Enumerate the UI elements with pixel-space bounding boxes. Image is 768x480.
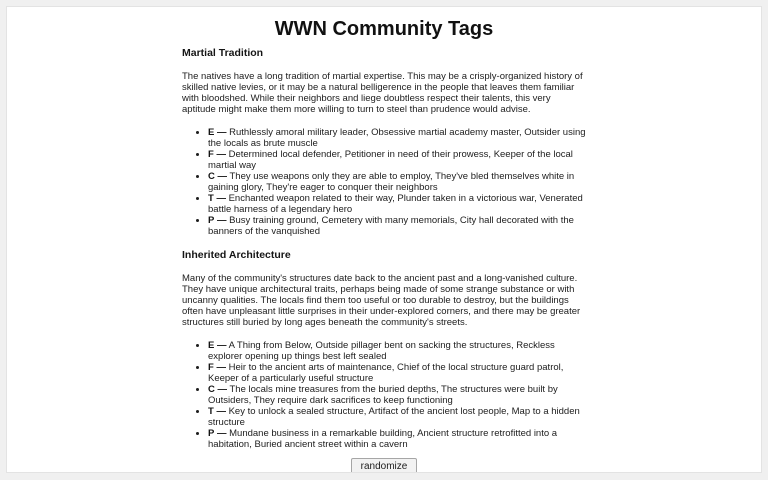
tag-text: Enchanted weapon related to their way, Plunder taken in a victorious war, Venerated battle harness of a legendary hero [208, 193, 583, 215]
tag-list-item [208, 127, 586, 149]
tag-text: Heir to the ancient arts of maintenance, Chief of the local structure guard patrol, Keeper of a particularly useful structure [208, 362, 564, 384]
tag-list-item [208, 193, 586, 215]
section-description: The natives have a long tradition of martial expertise. This may be a crisply-organized history of skilled native levies, or it may be a natural belligerence in the people that leaves them familiar with bloodshed. While their neighbors and liege doubtless respect their talents, this very aptitude might make them more willing to turn to steel than prudence would advise. [182, 71, 583, 115]
tag-separator: — [216, 362, 226, 373]
tag-separator: — [216, 340, 227, 351]
tag-key: E [208, 340, 215, 351]
tag-text: Determined local defender, Petitioner in need of their prowess, Keeper of the local martial way [208, 149, 573, 171]
tag-list-item [208, 171, 586, 193]
tag-separator: — [216, 428, 227, 439]
tag-key: E [208, 127, 215, 138]
page-content [182, 18, 586, 473]
tag-text: Mundane business in a remarkable building, Ancient structure retrofitted into a habitation, Buried ancient street within a cavern [208, 428, 558, 450]
section-heading: Inherited Architecture [182, 249, 291, 261]
tag-separator: — [216, 127, 227, 138]
tag-text: A Thing from Below, Outside pillager bent on sacking the structures, Reckless explorer opening up things best left sealed [208, 340, 555, 362]
section-description: Many of the community's structures date back to the ancient past and a long-vanished culture. They have unique architectural traits, perhaps being made of some strange substance or with uncanny qualities. The locals find them too useful or too durable to destroy, but the buildings often have unpleasant little surprises in their under-explored corners, and there may be greater structures still buried by long ages beneath the community's streets. [182, 273, 581, 328]
tag-separator: — [216, 193, 226, 204]
tag-separator: — [216, 406, 226, 417]
tag-list-item [208, 384, 586, 406]
randomize-button[interactable]: randomize [351, 458, 418, 473]
page-title: WWN Community Tags [274, 18, 494, 40]
tag-key: F [208, 149, 214, 160]
tag-list-item [208, 428, 586, 450]
tag-list [182, 340, 586, 450]
section-martial-tradition [182, 48, 586, 237]
tag-list-item [208, 149, 586, 171]
tag-text: Key to unlock a sealed structure, Artifact of the ancient lost people, Map to a hidden structure [208, 406, 580, 428]
tag-text: Busy training ground, Cemetery with many memorials, City hall decorated with the banners of the vanquished [208, 215, 574, 237]
section-inherited-architecture [182, 250, 586, 450]
tag-text: They use weapons only they are able to employ, They've bled themselves white in gaining glory, They're eager to conquer their neighbors [208, 171, 575, 193]
tag-key: P [208, 428, 215, 439]
tag-list-item [208, 406, 586, 428]
tag-list-item [208, 340, 586, 362]
section-heading: Martial Tradition [182, 47, 264, 59]
tag-key: T [208, 193, 214, 204]
tag-key: C [208, 171, 215, 182]
tag-list-item [208, 362, 586, 384]
tag-separator: — [217, 171, 228, 182]
tag-key: P [208, 215, 215, 226]
tag-text: Ruthlessly amoral military leader, Obsessive martial academy master, Outsider using the locals as brute muscle [208, 127, 586, 149]
tag-list-item [208, 215, 586, 237]
tag-separator: — [217, 384, 228, 395]
tag-key: T [208, 406, 214, 417]
tag-key: F [208, 362, 214, 373]
tag-text: The locals mine treasures from the buried depths, The structures were built by Outsiders, They require dark sacrifices to keep functioning [208, 384, 558, 406]
page-panel [6, 6, 762, 473]
tag-key: C [208, 384, 215, 395]
tag-list [182, 127, 586, 237]
tag-separator: — [216, 149, 226, 160]
button-row [182, 456, 586, 473]
tag-separator: — [216, 215, 227, 226]
